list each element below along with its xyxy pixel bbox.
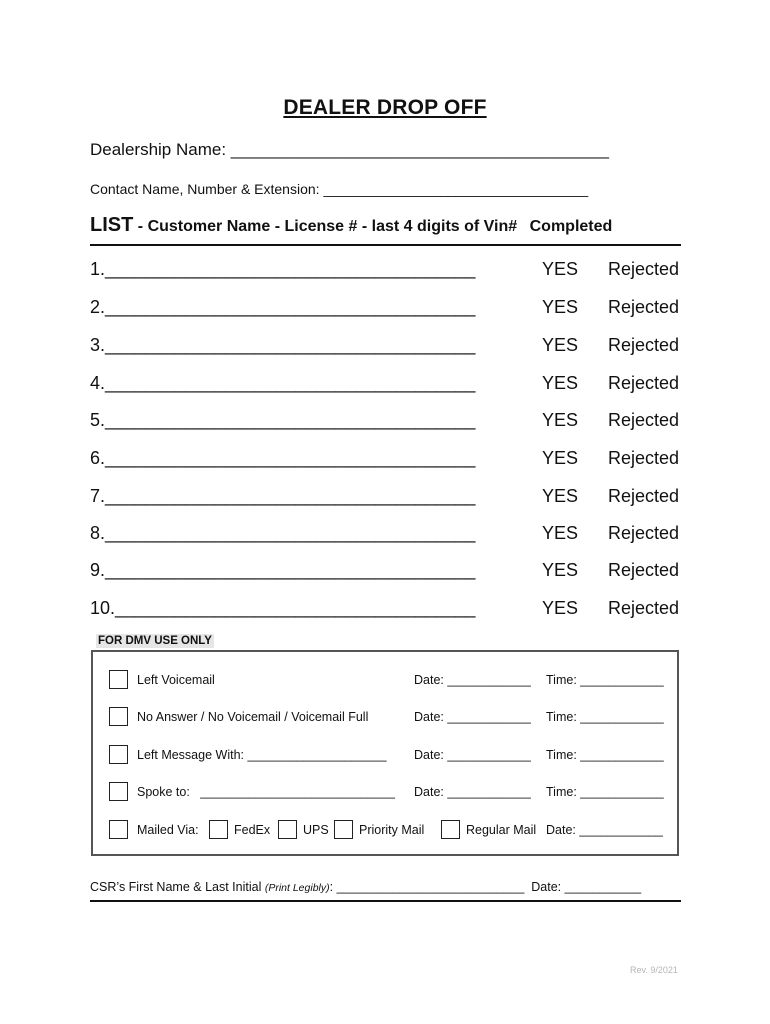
spoke-to-field[interactable]	[137, 785, 395, 799]
contact-field[interactable]	[90, 181, 588, 197]
entry-blank[interactable]: _____________________________________	[105, 297, 476, 317]
entry-line[interactable]	[90, 486, 475, 507]
time-field[interactable]	[546, 785, 664, 799]
rejected-option[interactable]: Rejected	[608, 448, 680, 468]
entry-line[interactable]	[90, 373, 475, 394]
entry-number: 6.	[90, 448, 106, 468]
list-item	[90, 486, 690, 512]
fedex-label: FedEx	[234, 823, 271, 837]
left-voicemail-checkbox[interactable]	[109, 670, 128, 689]
csr-date-label: Date:	[531, 880, 562, 894]
entry-line[interactable]	[90, 297, 475, 318]
spoke-to-label: Spoke to:	[137, 785, 190, 799]
rejected-option[interactable]: Rejected	[608, 373, 680, 393]
date-label: Date:	[414, 748, 444, 762]
dmv-use-only-label: FOR DMV USE ONLY	[98, 635, 212, 647]
time-blank[interactable]: ____________	[580, 748, 664, 762]
dmv-use-only-box	[91, 650, 679, 856]
rejected-option[interactable]: Rejected	[608, 560, 680, 580]
list-word: LIST	[90, 214, 134, 236]
mailed-via-label: Mailed Via:	[137, 823, 199, 837]
date-field[interactable]	[546, 823, 663, 837]
entry-blank[interactable]: _____________________________________	[105, 259, 476, 279]
date-label: Date:	[546, 823, 576, 837]
list-item	[90, 373, 690, 399]
date-label: Date:	[414, 710, 444, 724]
left-message-blank[interactable]: ____________________	[247, 748, 387, 762]
list-item	[90, 448, 690, 474]
entry-number: 7.	[90, 486, 106, 506]
csr-date-blank[interactable]: ___________	[564, 880, 642, 894]
time-field[interactable]	[546, 748, 664, 762]
rejected-option[interactable]: Rejected	[608, 410, 680, 430]
ups-label: UPS	[303, 823, 329, 837]
entry-blank[interactable]: ____________________________________	[115, 598, 476, 618]
rejected-option[interactable]: Rejected	[608, 259, 680, 279]
entry-line[interactable]	[90, 335, 475, 356]
mailed-via-checkbox[interactable]	[109, 820, 128, 839]
contact-label: Contact Name, Number & Extension:	[90, 181, 320, 197]
entry-line[interactable]	[90, 410, 475, 431]
time-blank[interactable]: ____________	[580, 673, 664, 687]
date-field[interactable]	[414, 710, 531, 724]
revision-note: Rev. 9/2021	[630, 965, 678, 975]
entry-blank[interactable]: _____________________________________	[105, 335, 476, 355]
yes-option[interactable]: YES	[542, 373, 579, 393]
dealership-name-blank[interactable]: ________________________________________	[230, 140, 609, 159]
spoke-to-blank[interactable]: ____________________________	[200, 785, 395, 799]
entry-number: 8.	[90, 523, 106, 543]
entry-blank[interactable]: _____________________________________	[105, 410, 476, 430]
entry-line[interactable]	[90, 448, 475, 469]
date-label: Date:	[414, 673, 444, 687]
entry-number: 2.	[90, 297, 106, 317]
left-voicemail-label: Left Voicemail	[137, 673, 215, 687]
no-answer-label: No Answer / No Voicemail / Voicemail Full	[137, 710, 369, 724]
csr-label: CSR’s First Name & Last Initial	[90, 880, 262, 894]
regular-mail-label: Regular Mail	[466, 823, 537, 837]
rejected-option[interactable]: Rejected	[608, 523, 680, 543]
time-label: Time:	[546, 673, 577, 687]
dealership-name-field[interactable]	[90, 140, 609, 160]
yes-option[interactable]: YES	[542, 486, 579, 506]
list-item	[90, 410, 690, 436]
date-field[interactable]	[414, 673, 531, 687]
date-blank[interactable]: ____________	[447, 785, 531, 799]
yes-option[interactable]: YES	[542, 297, 579, 317]
list-item	[90, 297, 690, 323]
dealership-name-label: Dealership Name:	[90, 140, 227, 159]
form-title: DEALER DROP OFF	[283, 96, 487, 119]
list-item	[90, 335, 690, 361]
fedex-checkbox[interactable]	[209, 820, 228, 839]
entry-number: 4.	[90, 373, 106, 393]
yes-option[interactable]: YES	[542, 259, 579, 279]
entry-number: 5.	[90, 410, 106, 430]
rejected-option[interactable]: Rejected	[608, 598, 680, 618]
entry-line[interactable]	[90, 259, 475, 280]
entry-number: 1.	[90, 259, 106, 279]
yes-option[interactable]: YES	[542, 560, 579, 580]
entry-blank[interactable]: _____________________________________	[105, 560, 476, 580]
time-label: Time:	[546, 748, 577, 762]
csr-name-field[interactable]	[90, 880, 641, 894]
time-label: Time:	[546, 710, 577, 724]
entry-line[interactable]	[90, 560, 475, 581]
list-item	[90, 259, 690, 285]
yes-option[interactable]: YES	[542, 410, 579, 430]
date-blank[interactable]: ____________	[447, 710, 531, 724]
time-blank[interactable]: ____________	[580, 710, 664, 724]
list-item	[90, 598, 690, 624]
list-item	[90, 523, 690, 549]
priority-mail-label: Priority Mail	[359, 823, 425, 837]
csr-divider	[90, 900, 681, 902]
print-legibly-hint: (Print Legibly)	[264, 882, 330, 894]
contact-blank[interactable]: __________________________________	[323, 181, 589, 197]
left-message-label: Left Message With:	[137, 748, 244, 762]
entry-blank[interactable]: _____________________________________	[105, 373, 476, 393]
ups-checkbox[interactable]	[278, 820, 297, 839]
left-message-checkbox[interactable]	[109, 745, 128, 764]
entry-line[interactable]	[90, 523, 475, 544]
date-blank[interactable]: ____________	[579, 823, 663, 837]
csr-colon: :	[329, 880, 334, 894]
spoke-to-checkbox[interactable]	[109, 782, 128, 801]
rejected-option[interactable]: Rejected	[608, 335, 680, 355]
yes-option[interactable]: YES	[542, 598, 579, 618]
regular-mail-checkbox[interactable]	[441, 820, 460, 839]
yes-option[interactable]: YES	[542, 335, 579, 355]
no-answer-checkbox[interactable]	[109, 707, 128, 726]
entry-blank[interactable]: _____________________________________	[105, 448, 476, 468]
yes-option[interactable]: YES	[542, 523, 579, 543]
date-label: Date:	[414, 785, 444, 799]
time-field[interactable]	[546, 673, 664, 687]
list-item	[90, 560, 690, 586]
left-message-field[interactable]	[137, 748, 387, 762]
time-blank[interactable]: ____________	[580, 785, 664, 799]
rejected-option[interactable]: Rejected	[608, 486, 680, 506]
date-blank[interactable]: ____________	[447, 748, 531, 762]
entry-number: 10.	[90, 598, 116, 618]
entry-blank[interactable]: _____________________________________	[105, 523, 476, 543]
date-blank[interactable]: ____________	[447, 673, 531, 687]
csr-blank[interactable]: ___________________________	[336, 880, 525, 894]
completed-label: Completed	[529, 218, 613, 235]
date-field[interactable]	[414, 785, 531, 799]
entry-blank[interactable]: _____________________________________	[105, 486, 476, 506]
time-field[interactable]	[546, 710, 664, 724]
list-header	[90, 214, 681, 246]
time-label: Time:	[546, 785, 577, 799]
entry-number: 9.	[90, 560, 106, 580]
yes-option[interactable]: YES	[542, 448, 579, 468]
rejected-option[interactable]: Rejected	[608, 297, 680, 317]
list-columns-label: - Customer Name - License # - last 4 digits of Vin#	[137, 218, 518, 235]
entry-number: 3.	[90, 335, 106, 355]
date-field[interactable]	[414, 748, 531, 762]
priority-mail-checkbox[interactable]	[334, 820, 353, 839]
entry-line[interactable]	[90, 598, 475, 619]
